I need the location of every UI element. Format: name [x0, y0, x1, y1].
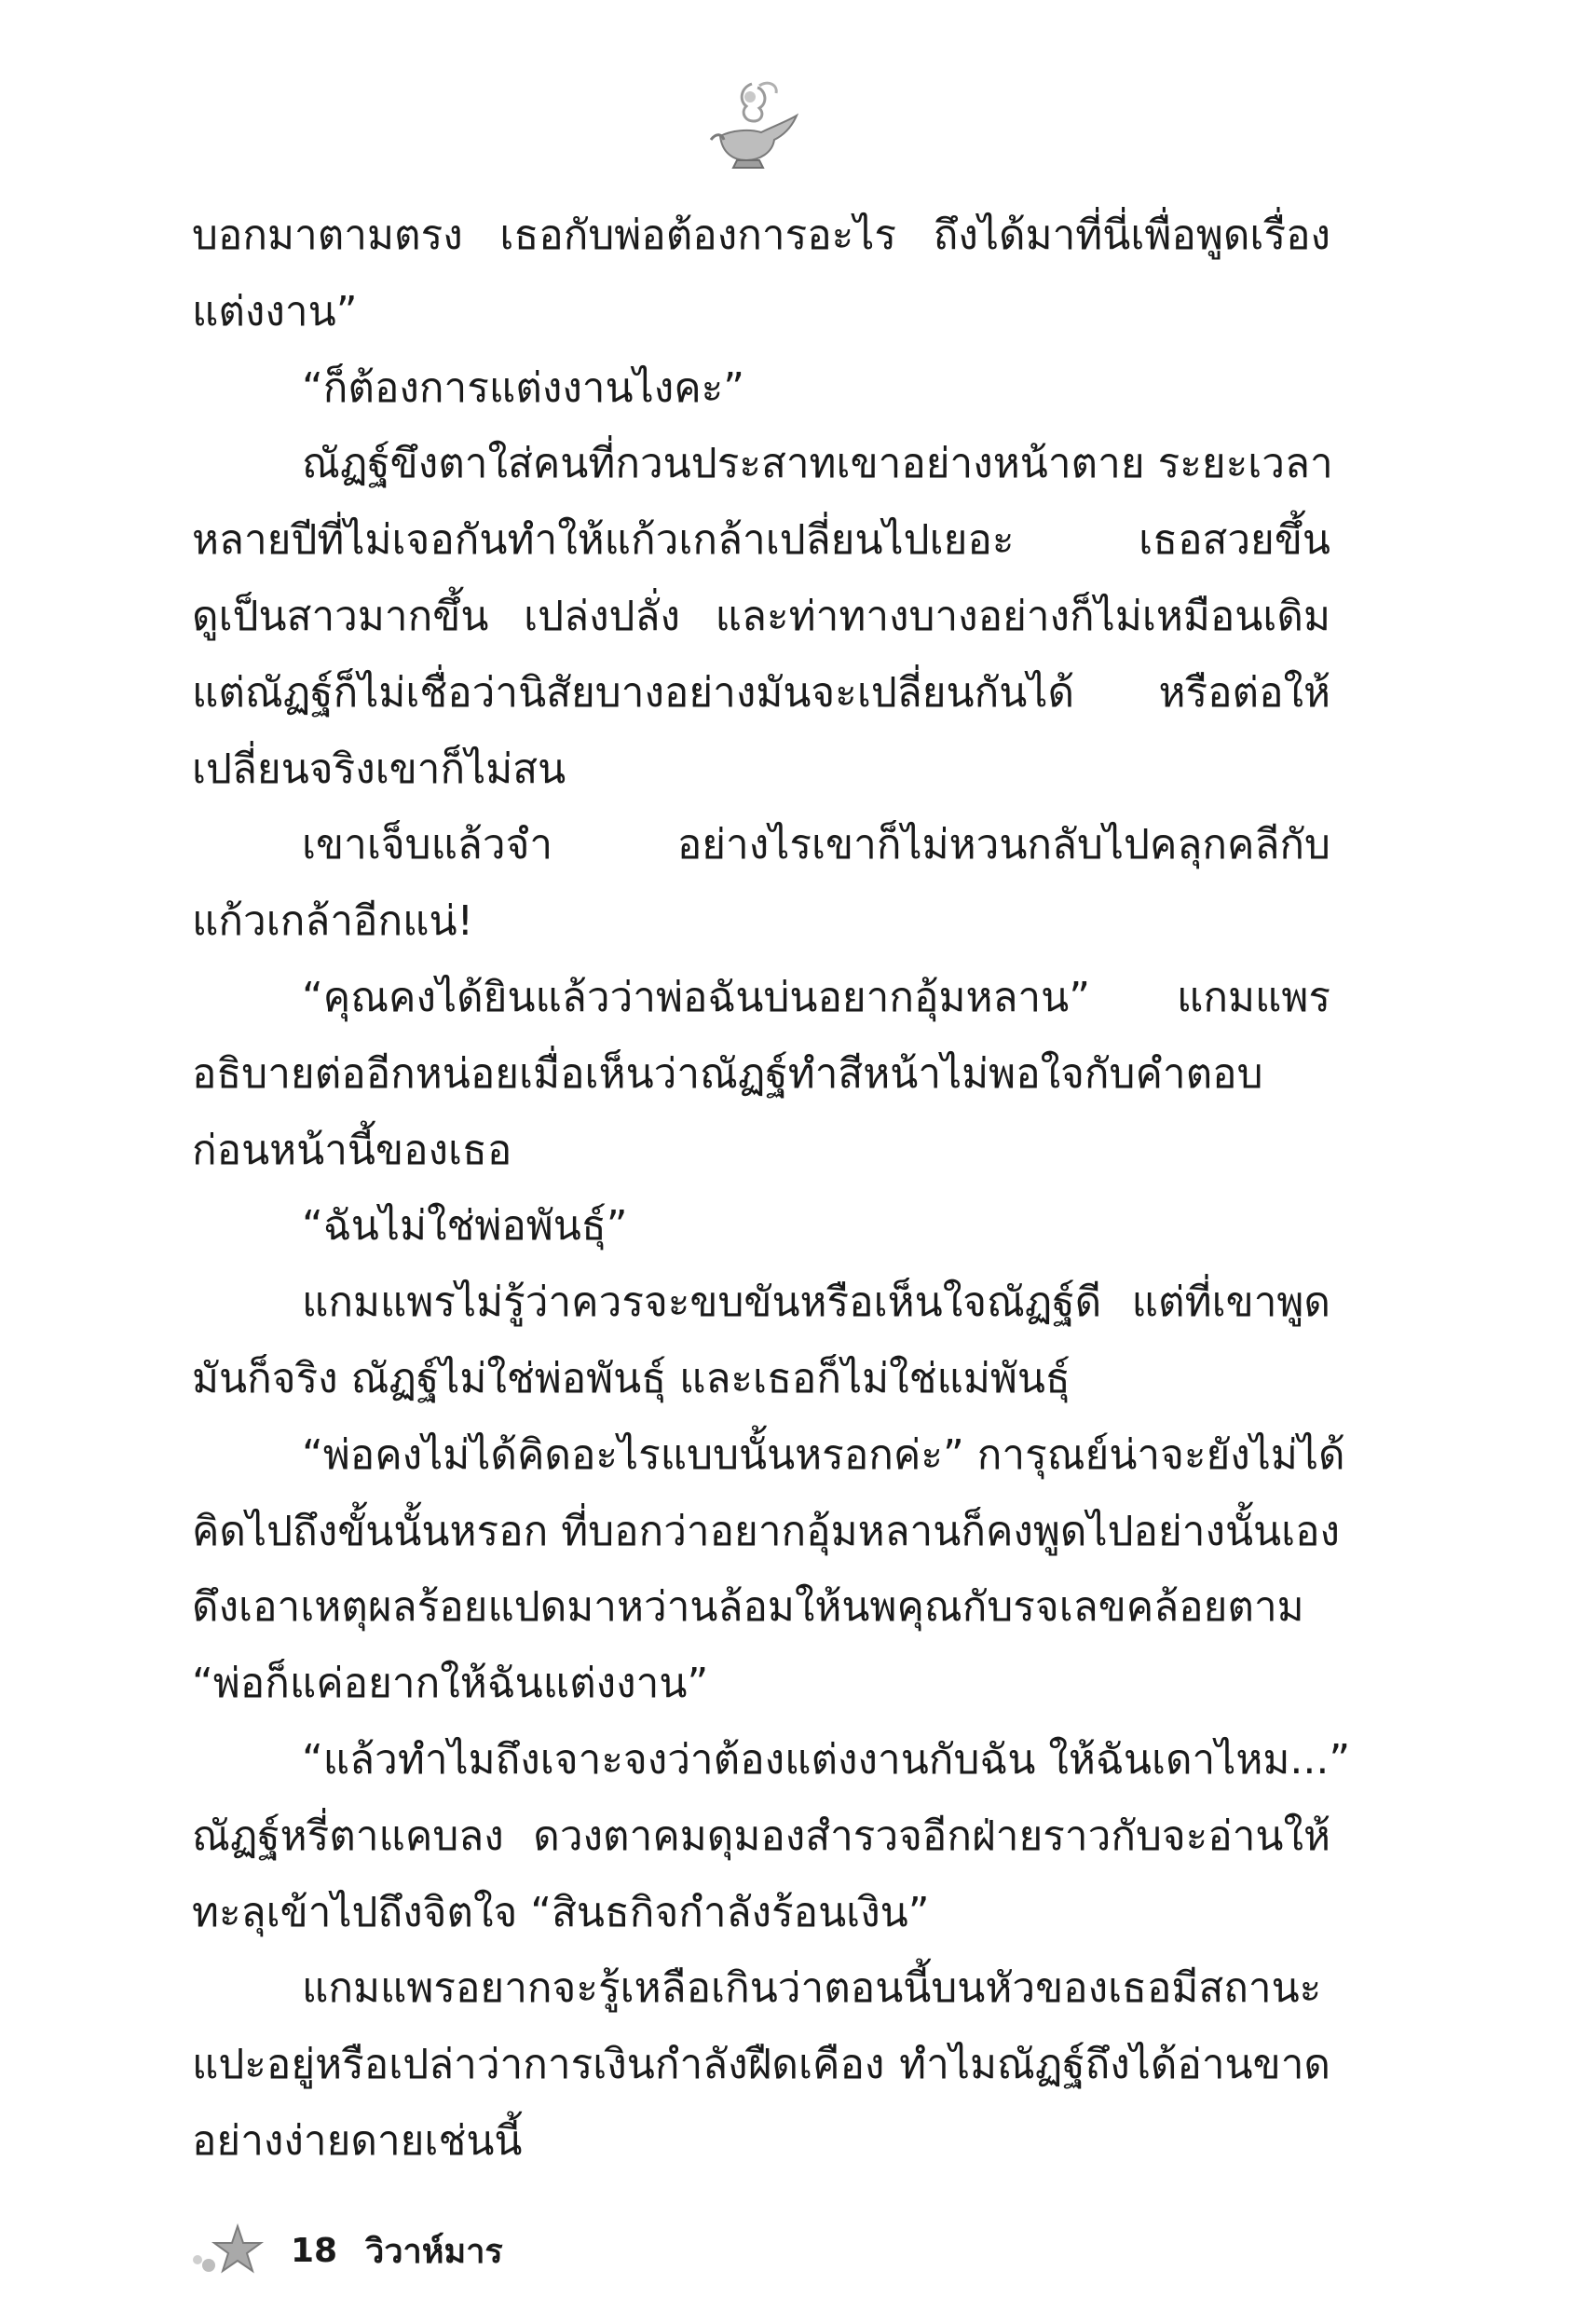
text-line: ดูเป็นสาวมากขึ้น เปล่งปลั่ง และท่าทางบางอย่างก็ไม่เหมือนเดิม [192, 592, 1330, 640]
text-line: แต่ณัฏฐ์ก็ไม่เชื่อว่านิสัยบางอย่างมันจะเปลี่ยนกันได้ หรือต่อให้ [192, 668, 1330, 717]
text-line: “ก็ต้องการแต่งงานไงคะ” [302, 363, 745, 412]
text-line: แกมแพรอยากจะรู้เหลือเกินว่าตอนนี้บนหัวของเธอมีสถานะ [302, 1964, 1322, 2013]
text-line: ก่อนหน้านี้ของเธอ [192, 1126, 512, 1174]
text-line: ณัฏฐ์หรี่ตาแคบลง ดวงตาคมดุมองสำรวจอีกฝ่ายราวกับจะอ่านให้ [192, 1812, 1330, 1860]
page-footer [186, 2218, 503, 2283]
text-line: บอกมาตามตรง เธอกับพ่อต้องการอะไร ถึงได้มาที่นี่เพื่อพูดเรื่อง [192, 212, 1330, 259]
text-line: “พ่อคงไม่ได้คิดอะไรแบบนั้นหรอกค่ะ” การุณย์น่าจะยังไม่ได้ [302, 1430, 1345, 1479]
text-line: “พ่อก็แค่อยากให้ฉันแต่งงาน” [192, 1660, 709, 1708]
text-line: ณัฏฐ์ขึงตาใส่คนที่กวนประสาทเขาอย่างหน้าตาย ระยะเวลา [302, 440, 1333, 488]
text-line: คิดไปถึงขั้นนั้นหรอก ที่บอกว่าอยากอุ้มหลานก็คงพูดไปอย่างนั้นเอง [192, 1507, 1341, 1555]
text-line: มันก็จริง ณัฏฐ์ไม่ใช่พ่อพันธุ์ และเธอก็ไม่ใช่แม่พันธุ์ [192, 1354, 1071, 1402]
text-line: เขาเจ็บแล้วจำ อย่างไรเขาก็ไม่หวนกลับไปคลุกคลีกับ [302, 821, 1330, 869]
text-line: เปลี่ยนจริงเขาก็ไม่สน [192, 745, 566, 793]
text-line: “แล้วทำไมถึงเจาะจงว่าต้องแต่งงานกับฉัน ให้ฉันเดาไหม...” [302, 1735, 1351, 1784]
page-number: 18 [291, 2231, 338, 2270]
text-line: หลายปีที่ไม่เจอกันทำให้แก้วเกล้าเปลี่ยนไปเยอะ เธอสวยขึ้น [192, 516, 1330, 565]
text-line: ดึงเอาเหตุผลร้อยแปดมาหว่านล้อมให้นพคุณกับรจเลขคล้อยตาม [192, 1583, 1304, 1632]
body-text [192, 198, 1351, 2180]
text-line: ทะลุเข้าไปถึงจิตใจ “สินธกิจกำลังร้อนเงิน” [192, 1888, 930, 1936]
magic-lamp-icon [703, 75, 806, 177]
text-line: “คุณคงได้ยินแล้วว่าพ่อฉันบ่นอยากอุ้มหลาน” แกมแพร [302, 973, 1330, 1021]
text-line: “ฉันไม่ใช่พ่อพันธุ์” [302, 1202, 628, 1251]
text-line: อธิบายต่ออีกหน่อยเมื่อเห็นว่าณัฏฐ์ทำสีหน้าไม่พอใจกับคำตอบ [192, 1049, 1263, 1098]
text-line: แก้วเกล้าอีกแน่! [192, 897, 474, 946]
text-line: แต่งงาน” [192, 287, 358, 335]
book-title: วิวาห์มาร [365, 2232, 503, 2271]
starfish-icon [186, 2222, 270, 2278]
text-line: แกมแพรไม่รู้ว่าควรจะขบขันหรือเห็นใจณัฏฐ์ดี แต่ที่เขาพูด [302, 1279, 1330, 1327]
text-line: แปะอยู่หรือเปล่าว่าการเงินกำลังฝืดเคือง ทำไมณัฏฐ์ถึงได้อ่านขาด [192, 2041, 1330, 2089]
text-line: อย่างง่ายดายเช่นนี้ [192, 2116, 523, 2165]
